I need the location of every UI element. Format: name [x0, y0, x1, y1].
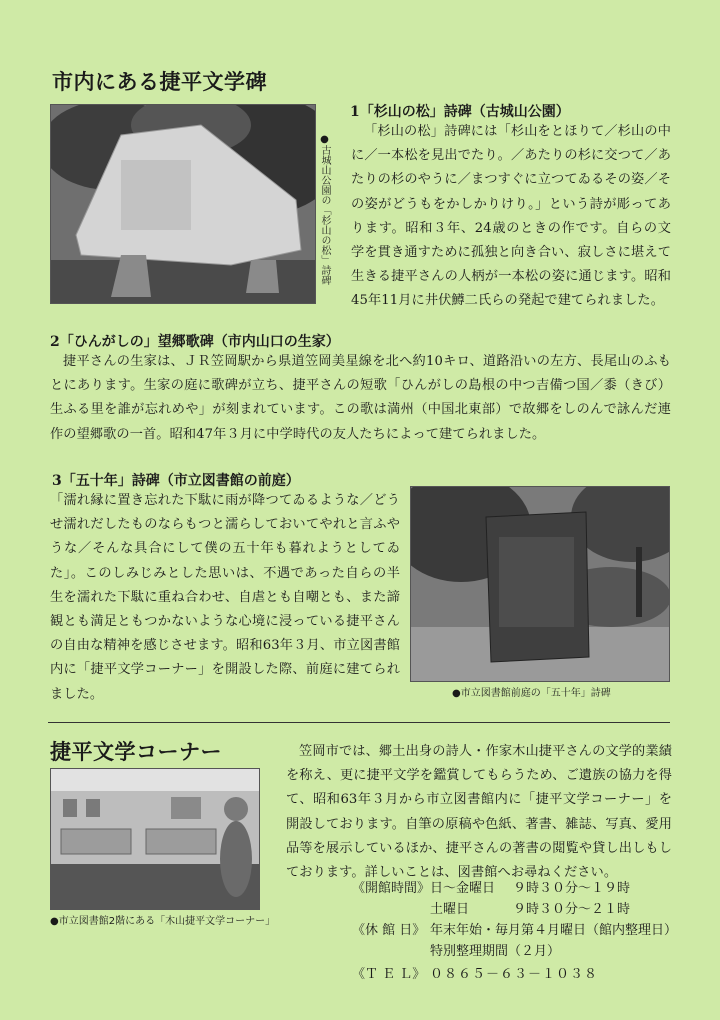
photo-caption-exhibition: ●市立図書館2階にある「木山捷平文学コーナー」: [50, 916, 276, 927]
closed-days: 年末年始・毎月第４月曜日（館内整理日）: [430, 923, 678, 938]
monument-photo-sugiyama: [50, 104, 316, 304]
paragraph-hingashi-tanka: 捷平さんの生家は、ＪＲ笠岡駅から県道笠岡美星線を北へ約10キロ、道路沿いの左方、長尾山のふもとにあります。生家の庭に歌碑が立ち、捷平さんの短歌「ひんがしの島根の中つ吉備つ国／黍（きび）生ふる里を誰が忘れめや」が刻まれています。この歌は満州（中国北東部）で故郷をしのんで詠んだ連作の望郷歌の一首。昭和47年３月に中学時代の友人たちによって建てられました。: [50, 354, 671, 442]
photo-caption-sugiyama: ●古城山公園の「杉山の松」詩碑: [319, 134, 330, 285]
closed-special-period: 特別整理期間（２月）: [430, 944, 561, 959]
heading-sugiyama-poem: 1「杉山の松」詩碑（古城山公園）: [350, 104, 570, 120]
hours-weekday-days: 日～金曜日: [430, 881, 496, 896]
exhibition-illustration: [51, 769, 259, 909]
paragraph-sugiyama-poem: 「杉山の松」詩碑には「杉山をとほりて／杉山の中に／一本松を見出でたり。／あたりの杉に交つて／あたりの杉のやうに／まつすぐに立つてゐるその姿／その姿がどうもをかしかりけり。」という詩が彫ってあります。昭和３年、24歳のときの作です。自らの文学を貫き通すために孤独と向き合い、寂しさに堪えて生きる捷平さんの人柄が一本松の姿に通じます。昭和45年11月に井伏鱒二氏らの発起で建てられました。: [351, 124, 671, 309]
hours-label: 《開館時間》: [352, 881, 431, 896]
section-title-literature-corner: 捷平文学コーナー: [50, 740, 222, 764]
tel-label: 《Ｔ Ｅ Ｌ》: [352, 967, 426, 982]
closed-label: 《休 館 日》: [352, 923, 426, 938]
hours-weekday-time: ９時３０分～１９時: [513, 881, 631, 896]
monument-illustration: [51, 105, 315, 303]
hours-saturday-time: ９時３０分～２１時: [513, 902, 631, 917]
hours-saturday-days: 土曜日: [430, 902, 470, 917]
heading-hingashi-tanka: 2「ひんがしの」望郷歌碑（市内山口の生家）: [50, 334, 340, 350]
exhibition-room-photo: [50, 768, 260, 910]
photo-caption-gojunen: ●市立図書館前庭の「五十年」詩碑: [452, 688, 611, 699]
section-title-monuments: 市内にある捷平文学碑: [52, 70, 267, 94]
library-monument-illustration: [411, 487, 669, 681]
paragraph-literature-corner: 笠岡市では、郷土出身の詩人・作家木山捷平さんの文学的業績を称え、更に捷平文学を鑑賞してもらうため、ご遺族の協力を得て、昭和63年３月から市立図書館内に「捷平文学コーナー」を開設しております。自筆の原稿や色紙、著書、雑誌、写真、愛用品等を展示しているほか、捷平さんの著書の閲覧や貸し出しもしております。詳しいことは、図書館へお尋ねください。: [286, 744, 672, 881]
heading-gojunen-poem: 3「五十年」詩碑（市立図書館の前庭）: [52, 473, 300, 489]
tel-number: ０８６５－６３－１０３８: [430, 967, 599, 982]
section-divider: [48, 722, 670, 723]
monument-photo-gojunen: [410, 486, 670, 682]
paragraph-gojunen-poem: 「濡れ縁に置き忘れた下駄に雨が降つてゐるような／どうせ濡れだしたものならもつと濡らしておいてやれと言ふやうな／そんな具合にして僕の五十年も暮れようとしてゐた」。このしみじみとした思いは、不遇であった自らの半生を濡れた下駄に重ね合わせ、自虐とも自嘲とも、また諦観とも満足ともつかないような心境に浸っている捷平さんの自由な精神を感じさせます。昭和63年３月、市立図書館内に「捷平文学コーナー」を開設した際、前庭に建てられました。: [50, 493, 400, 702]
